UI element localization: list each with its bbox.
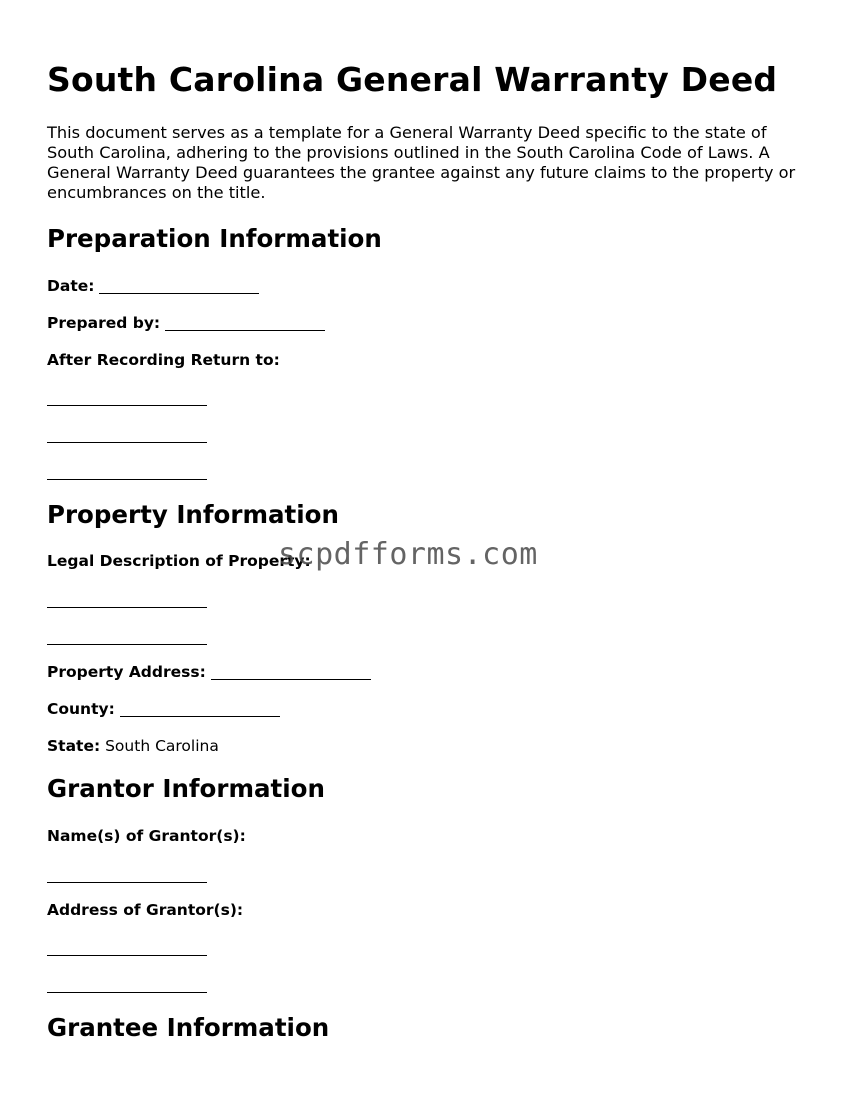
county-blank[interactable]: [120, 716, 280, 717]
property-address-blank[interactable]: [211, 679, 371, 680]
document-page: [47, 56, 817, 203]
state-field: [47, 736, 219, 756]
property-address-field: [47, 662, 371, 682]
return-to-blank-3[interactable]: [47, 479, 207, 480]
date-field: [47, 276, 259, 296]
intro-paragraph: This document serves as a template for a General Warranty Deed specific to the state of South Carolina, adhering to the provisions outlined in the South Carolina Code of Laws. A General Warranty Deed guarantees the grantee against any future claims to the property or encumbrances on the title.: [47, 123, 796, 202]
section-heading-property: Property Information: [47, 500, 339, 529]
grantor-address-label: Address of Grantor(s):: [47, 901, 244, 919]
date-blank[interactable]: [99, 293, 259, 294]
section-heading-grantee: Grantee Information: [47, 1013, 330, 1042]
grantor-names-blank[interactable]: [47, 882, 207, 883]
date-label: Date:: [47, 277, 95, 295]
state-label: State:: [47, 737, 101, 755]
page-title: South Carolina General Warranty Deed: [47, 60, 778, 99]
legal-description-label: Legal Description of Property:: [47, 552, 311, 570]
form-body: [47, 224, 817, 1104]
return-to-label: After Recording Return to:: [47, 351, 280, 369]
legal-description-field: [47, 551, 311, 571]
county-label: County:: [47, 700, 115, 718]
grantor-address-blank-2[interactable]: [47, 992, 207, 993]
legal-description-blank-1[interactable]: [47, 607, 207, 608]
prepared-by-field: [47, 313, 325, 333]
return-to-field: [47, 350, 280, 370]
grantor-address-blank-1[interactable]: [47, 955, 207, 956]
return-to-blank-2[interactable]: [47, 442, 207, 443]
county-field: [47, 699, 280, 719]
legal-description-blank-2[interactable]: [47, 644, 207, 645]
property-address-label: Property Address:: [47, 663, 206, 681]
prepared-by-label: Prepared by:: [47, 314, 161, 332]
grantor-names-label: Name(s) of Grantor(s):: [47, 827, 246, 845]
prepared-by-blank[interactable]: [165, 330, 325, 331]
grantor-names-field: [47, 826, 246, 846]
watermark-text: scpdfforms.com: [278, 537, 538, 572]
section-heading-grantor: Grantor Information: [47, 774, 325, 803]
return-to-blank-1[interactable]: [47, 405, 207, 406]
grantor-address-field: [47, 900, 243, 920]
section-heading-preparation: Preparation Information: [47, 224, 382, 253]
state-value: South Carolina: [105, 737, 219, 755]
